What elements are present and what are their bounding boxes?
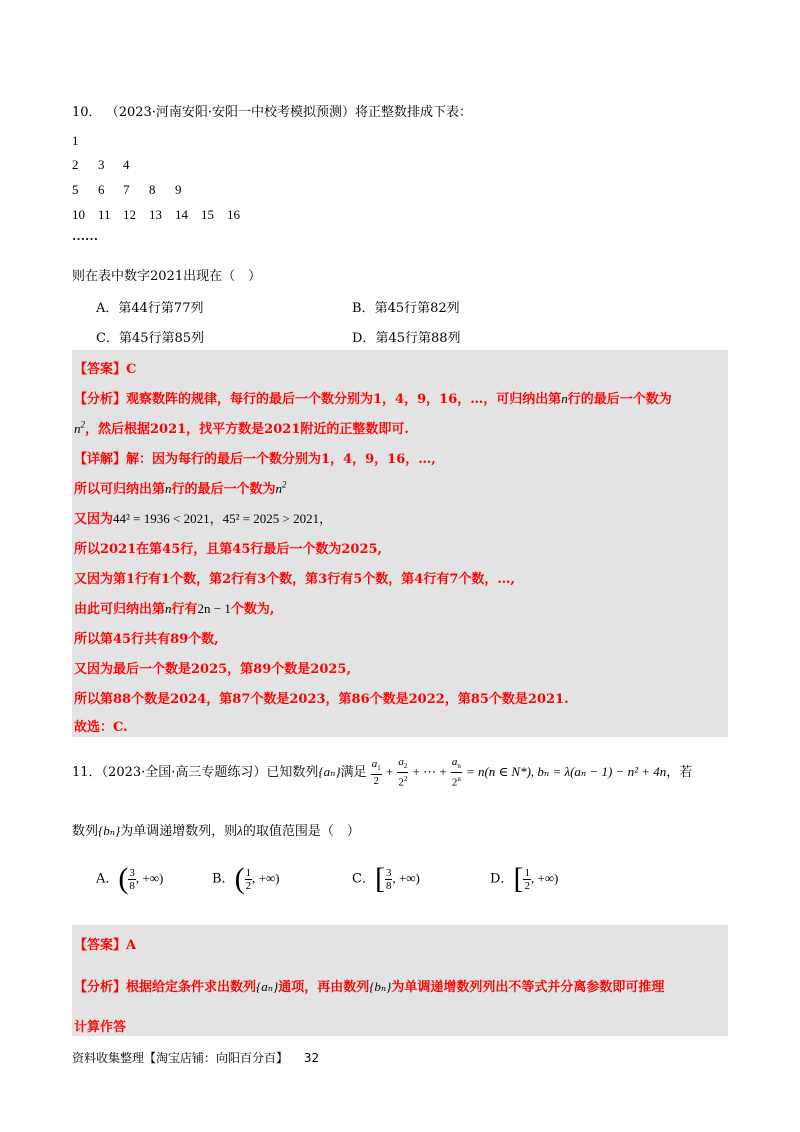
frac-a2: $\frac{a_2}{2^2}$ <box>398 756 408 789</box>
detail-text: 行有 <box>171 602 198 617</box>
frac-a1: $\frac{a_1}{2}$ <box>371 757 381 788</box>
analysis-text: ，然后根据2021，找平方数是2021附近的正整数即可. <box>85 422 409 437</box>
grid-cell: 2 <box>72 157 79 172</box>
option-label: C． <box>96 331 119 346</box>
seq-a: {aₙ} <box>256 979 279 994</box>
grid-cell: 3 <box>98 157 105 172</box>
q10-header <box>72 101 472 120</box>
q10-detail-line4: 所以2021在第45行，且第45行最后一个数为2025, <box>74 542 383 557</box>
analysis-text: 根据给定条件求出数列 <box>126 980 257 995</box>
option-tail: , +∞) <box>252 870 280 886</box>
option-tail: , +∞) <box>135 870 164 886</box>
detail-text: 个数为, <box>230 602 275 617</box>
frac-an: $\frac{a_n}{2^n}$ <box>451 756 461 789</box>
math-formula: = n(n ∈ N*), bₙ = λ(aₙ − 1) − n² + 4n <box>465 763 667 779</box>
detail-label: 【详解】 <box>74 452 127 467</box>
option-frac: $\frac{1}{2}$ <box>245 866 252 892</box>
q10-detail-line1 <box>74 448 436 467</box>
option-label: B． <box>352 301 375 316</box>
q11-text: 为单调递增数列，则 <box>120 824 238 839</box>
grid-cell: 9 <box>175 182 182 197</box>
grid-cell: 14 <box>175 207 188 222</box>
q10-analysis-line1 <box>74 388 672 407</box>
answer-label: 【答案】 <box>74 362 127 377</box>
detail-text: 所以可归纳出第 <box>74 482 166 497</box>
analysis-label: 【分析】 <box>74 392 127 407</box>
q10-detail-line5: 又因为第1行有1个数，第2行有3个数，第3行有5个数，第4行有7个数，…, <box>74 572 515 587</box>
q11-option-c[interactable] <box>352 862 420 896</box>
math-n: n <box>165 601 172 616</box>
analysis-text: 通项，再由数列 <box>278 980 370 995</box>
math-n: n <box>165 481 172 496</box>
math-lambda: λ <box>237 823 243 838</box>
ellipsis: …… <box>72 228 98 243</box>
q11-option-d[interactable] <box>490 862 558 896</box>
answer-label: 【答案】 <box>74 938 127 953</box>
grid-cell: 11 <box>98 207 111 222</box>
math-n: n <box>561 391 568 406</box>
math-n-squared: $n^2$ <box>275 479 287 496</box>
q11-number: 11． <box>72 764 102 780</box>
option-bracket: ( <box>234 862 245 895</box>
q10-detail-line7: 所以第45行共有89个数, <box>74 632 219 647</box>
detail-text: 又因为 <box>74 512 114 527</box>
analysis-text: 行的最后一个数为 <box>567 392 672 407</box>
footer-text: 资料收集整理【淘宝店铺：向阳百分百】 <box>72 1051 289 1065</box>
option-bracket: ( <box>118 862 129 895</box>
detail-text: 由此可归纳出第 <box>74 602 166 617</box>
q11-analysis-line2: 计算作答 <box>74 1020 127 1035</box>
option-text: 第45行第88列 <box>375 331 461 346</box>
q10-source: （2023·河南安阳·安阳一中校考模拟预测）将正整数排成下表： <box>105 105 473 120</box>
q11-option-b[interactable] <box>212 862 280 896</box>
option-label: D． <box>490 871 514 887</box>
grid-cell: 6 <box>98 182 105 197</box>
page-number: 32 <box>303 1051 320 1065</box>
answer-value: C <box>126 362 137 377</box>
analysis-label: 【分析】 <box>74 980 127 995</box>
option-frac: $\frac{1}{2}$ <box>524 866 530 892</box>
option-text: 第44行第77列 <box>118 301 204 316</box>
q10-detail-line10: 故选：C. <box>74 720 128 735</box>
option-text: 第45行第82列 <box>374 301 460 316</box>
q10-detail-line8: 又因为最后一个数是2025，第89个数是2025, <box>74 662 351 677</box>
q11-text: 数列 <box>72 824 99 839</box>
seq-b: {bₙ} <box>98 823 121 838</box>
answer-value: A <box>126 938 137 953</box>
q10-detail-line6 <box>74 598 274 617</box>
math-2n-minus-1: 2n − 1 <box>197 601 231 616</box>
analysis-text: 为单调递增数列列出不等式并分离参数即可推理 <box>391 980 665 995</box>
option-bracket: [ <box>513 862 524 895</box>
q10-detail-line2 <box>74 478 287 497</box>
seq-a: {aₙ} <box>318 763 341 779</box>
option-label: B． <box>212 871 235 887</box>
q11-header: 11．（2023·全国·高三专题练习）已知数列{aₙ}满足 $\frac{a_1}{2}$ + $\frac{a_2}{2^2}$ + ⋯ + $\frac{a_n}{2^n}$ = n(n ∈ N*), bₙ = λ(aₙ − 1) − n² + 4n，若 <box>72 756 693 789</box>
option-frac: $\frac{3}{8}$ <box>385 866 392 892</box>
detail-text: 解：因为每行的最后一个数分别为1，4，9，16，…, <box>126 452 436 467</box>
grid-cell: 12 <box>123 207 136 222</box>
grid-cell: 4 <box>123 157 130 172</box>
grid-cell: 15 <box>201 207 214 222</box>
grid-cell: 8 <box>149 182 156 197</box>
grid-cell: 10 <box>72 207 85 222</box>
q11-text: 满足 <box>340 764 367 780</box>
q11-option-a[interactable] <box>96 862 163 896</box>
option-label: A． <box>96 871 119 887</box>
option-text: 第45行第85列 <box>118 331 205 346</box>
q10-option-a[interactable] <box>96 297 203 316</box>
q11-text: 的取值范围是（ ） <box>242 824 360 839</box>
option-label: D． <box>352 331 376 346</box>
grid-cell: 16 <box>227 207 240 222</box>
q11-text: ，若 <box>666 764 693 780</box>
option-frac: $\frac{3}{8}$ <box>129 866 135 892</box>
q10-number: 10． <box>72 105 102 120</box>
grid-cell: 13 <box>149 207 162 222</box>
analysis-text: 观察数阵的规律，每行的最后一个数分别为1，4，9，16，…，可归纳出第 <box>126 392 562 407</box>
q10-option-c[interactable] <box>96 327 204 346</box>
q10-option-b[interactable] <box>352 297 460 316</box>
q11-source: （2023·全国·高三专题练习）已知数列 <box>101 764 319 780</box>
q11-line2 <box>72 820 360 839</box>
grid-cell: 7 <box>123 182 130 197</box>
option-tail: , +∞) <box>530 870 559 886</box>
seq-b: {bₙ} <box>369 979 392 994</box>
q10-detail-line9: 所以第88个数是2024，第87个数是2023，第86个数是2022，第85个数是2021. <box>74 692 569 707</box>
q11-answer <box>74 934 136 953</box>
q11-analysis-line1 <box>74 976 664 995</box>
detail-text: 行的最后一个数为 <box>171 482 276 497</box>
q10-analysis-line2 <box>74 418 409 437</box>
option-bracket: [ <box>374 862 385 895</box>
option-label: C． <box>352 871 375 887</box>
page-footer <box>72 1049 319 1066</box>
grid-cell: 5 <box>72 182 79 197</box>
option-tail: , +∞) <box>392 870 420 886</box>
math-inequality: 44² = 1936 < 2021，45² = 2025 > 2021， <box>113 511 333 526</box>
math-n-squared: $n^2$ <box>74 419 85 436</box>
q10-detail-line3 <box>74 508 332 527</box>
q10-option-d[interactable] <box>352 327 461 346</box>
q10-answer <box>74 358 136 377</box>
q10-question: 则在表中数字2021出现在（ ） <box>72 269 262 284</box>
option-label: A． <box>96 301 119 316</box>
grid-cell: 1 <box>72 133 79 148</box>
